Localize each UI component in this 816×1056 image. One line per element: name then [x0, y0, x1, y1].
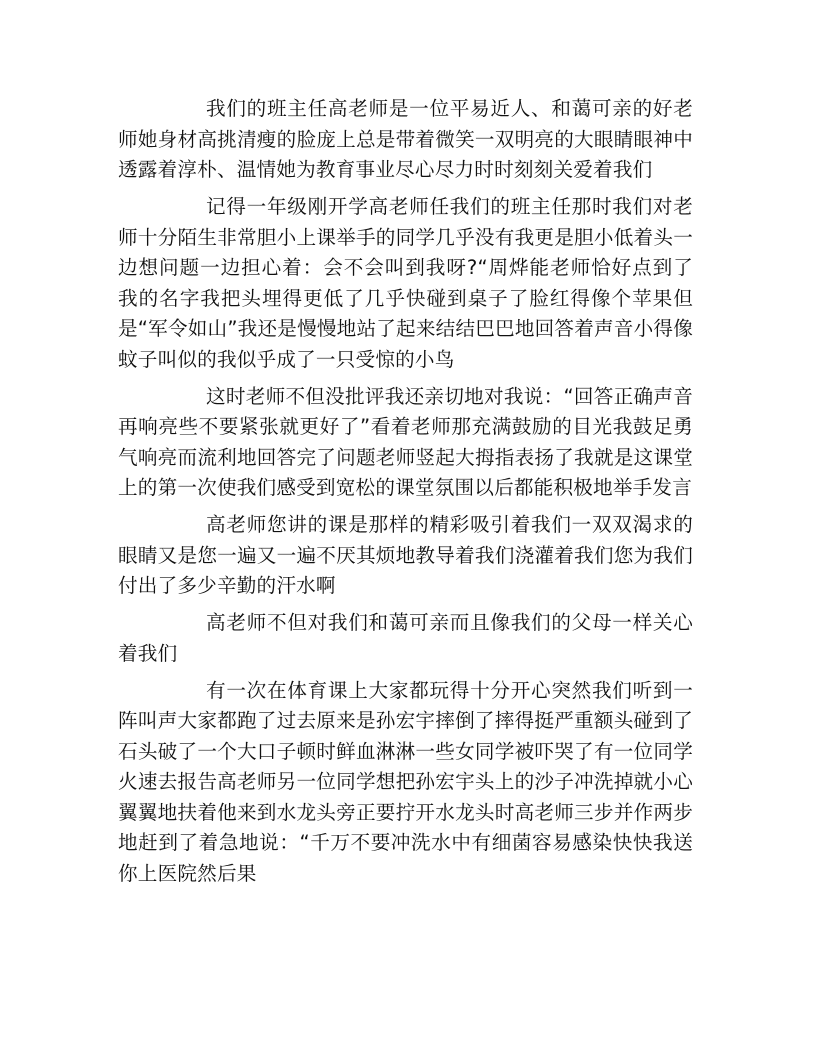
document-body — [118, 94, 693, 896]
paragraph-5: 高老师不但对我们和蔼可亲而且像我们的父母一样关心着我们 — [118, 611, 693, 665]
paragraph-4: 高老师您讲的课是那样的精彩吸引着我们一双双渴求的眼睛又是您一遍又一遍不厌其烦地教导着我们浇灌着我们您为我们付出了多少辛勤的汗水啊 — [118, 513, 693, 597]
paragraph-6: 有一次在体育课上大家都玩得十分开心突然我们听到一阵叫声大家都跑了过去原来是孙宏宇摔倒了摔得挺严重额头碰到了石头破了一个大口子顿时鲜血淋淋一些女同学被吓哭了有一位同学火速去报告高老师另一位同学想把孙宏宇头上的沙子冲洗掉就小心翼翼地扶着他来到水龙头旁正要拧开水龙头时高老师三步并作两步地赶到了着急地说：“千万不要冲洗水中有细菌容易感染快快我送你上医院然后果 — [118, 678, 693, 885]
paragraph-2: 记得一年级刚开学高老师任我们的班主任那时我们对老师十分陌生非常胆小上课举手的同学几乎没有我更是胆小低着头一边想问题一边担心着：会不会叫到我呀?“周烨能老师恰好点到了我的名字我把头埋得更低了几乎快碰到桌子了脸红得像个苹果但是“军令如山”我还是慢慢地站了起来结结巴巴地回答着声音小得像蚊子叫似的我似乎成了一只受惊的小鸟 — [118, 195, 693, 371]
paragraph-3: 这时老师不但没批评我还亲切地对我说：“回答正确声音再响亮些不要紧张就更好了”看着老师那充满鼓励的目光我鼓足勇气响亮而流利地回答完了问题老师竖起大拇指表扬了我就是这课堂上的第一次使我们感受到宽松的课堂氛围以后都能积极地举手发言 — [118, 384, 693, 499]
paragraph-1: 我们的班主任高老师是一位平易近人、和蔼可亲的好老师她身材高挑清瘦的脸庞上总是带着微笑一双明亮的大眼睛眼神中透露着淳朴、温情她为教育事业尽心尽力时时刻刻关爱着我们 — [118, 97, 693, 181]
